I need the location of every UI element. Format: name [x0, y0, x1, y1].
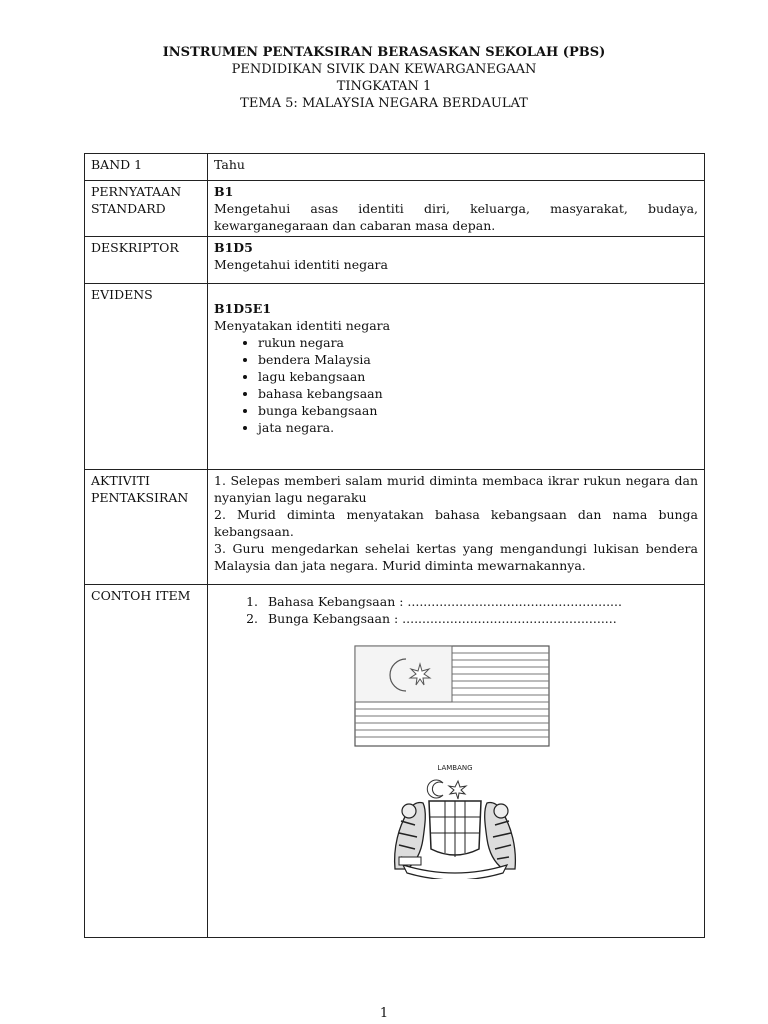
descriptor-cell [208, 237, 705, 284]
list-item: 1. Bahasa Kebangsaan : ...................................................... [262, 593, 698, 610]
example-label: CONTOH ITEM [85, 585, 208, 938]
page-number: 1 [379, 1006, 389, 1021]
descriptor-row [85, 237, 705, 284]
list-item: 2. Bunga Kebangsaan : ...................................................... [262, 610, 698, 627]
standard-text: Mengetahui asas identiti diri, keluarga, masyarakat, budaya, kewarganegaraan dan cabaran masa depan. [214, 201, 698, 233]
flag-icon [354, 645, 550, 747]
subject-line: PENDIDIKAN SIVIK DAN KEWARGANEGAAN [231, 62, 537, 77]
band-value: Tahu [208, 154, 705, 181]
evidence-intro: Menyatakan identiti negara [214, 318, 391, 333]
assessment-table [84, 153, 705, 938]
list-item: • rukun negara [258, 334, 698, 351]
evidence-list [214, 334, 698, 436]
theme-line: TEMA 5: MALAYSIA NEGARA BERDAULAT [240, 96, 528, 111]
descriptor-code: B1D5 [214, 240, 253, 255]
evidence-row [85, 284, 705, 470]
activity-step-3: 3. Guru mengedarkan sehelai kertas yang mengandungi lukisan bendera Malaysia dan jata negara. Murid diminta mewarnakannya. [214, 541, 698, 573]
standard-cell [208, 181, 705, 237]
example-row [85, 585, 705, 938]
activity-cell [208, 470, 705, 585]
coat-of-arms-drawing [385, 761, 525, 879]
list-item: • lagu kebangsaan [258, 368, 698, 385]
coat-of-arms-icon [385, 761, 525, 879]
document-title: INSTRUMEN PENTAKSIRAN BERASASKAN SEKOLAH (PBS) [162, 45, 606, 60]
list-item: • jata negara. [258, 419, 698, 436]
list-item: • bunga kebangsaan [258, 402, 698, 419]
emblem-caption: LAMBANG [437, 764, 473, 772]
document-header [0, 44, 768, 112]
activity-row [85, 470, 705, 585]
band-row [85, 154, 705, 181]
activity-step-1: 1. Selepas memberi salam murid diminta membaca ikrar rukun negara dan nyanyian lagu negaraku [214, 473, 698, 505]
list-item: • bendera Malaysia [258, 351, 698, 368]
band-label: BAND 1 [85, 154, 208, 181]
list-item: • bahasa kebangsaan [258, 385, 698, 402]
standard-code: B1 [214, 184, 234, 199]
descriptor-text: Mengetahui identiti negara [214, 257, 388, 272]
activity-step-2: 2. Murid diminta menyatakan bahasa kebangsaan dan nama bunga kebangsaan. [214, 507, 698, 539]
standard-row [85, 181, 705, 237]
form-level-line: TINGKATAN 1 [336, 79, 432, 94]
evidence-label: EVIDENS [85, 284, 208, 470]
standard-label: PERNYATAAN STANDARD [85, 181, 208, 237]
example-items [214, 593, 698, 627]
example-cell [208, 585, 705, 938]
descriptor-label: DESKRIPTOR [85, 237, 208, 284]
activity-label: AKTIVITI PENTAKSIRAN [85, 470, 208, 585]
evidence-cell [208, 284, 705, 470]
evidence-code: B1D5E1 [214, 301, 272, 316]
malaysia-flag-drawing [354, 645, 550, 747]
